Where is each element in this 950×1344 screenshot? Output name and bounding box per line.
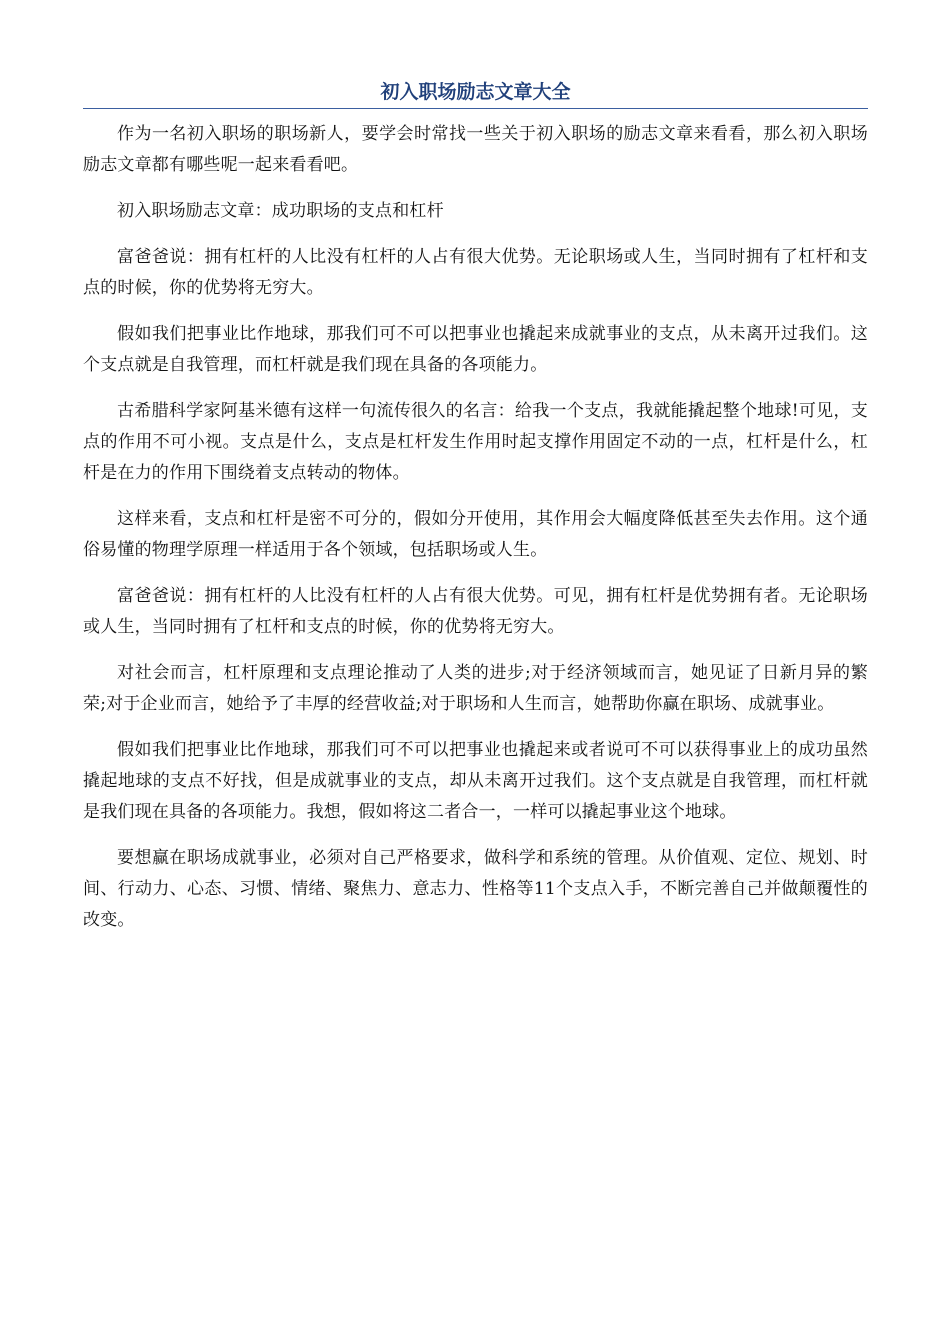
paragraph: 要想赢在职场成就事业，必须对自己严格要求，做科学和系统的管理。从价值观、定位、规划、时间、行动力、心态、习惯、情绪、聚焦力、意志力、性格等11个支点入手，不断完善自己并做颠覆性的改变。: [83, 848, 868, 930]
document-title: 初入职场励志文章大全: [380, 81, 571, 103]
paragraph: 这样来看，支点和杠杆是密不可分的，假如分开使用，其作用会大幅度降低甚至失去作用。这个通俗易懂的物理学原理一样适用于各个领域，包括职场或人生。: [83, 509, 868, 560]
paragraph: 富爸爸说：拥有杠杆的人比没有杠杆的人占有很大优势。无论职场或人生，当同时拥有了杠杆和支点的时候，你的优势将无穷大。: [83, 247, 868, 298]
paragraph: 富爸爸说：拥有杠杆的人比没有杠杆的人占有很大优势。可见，拥有杠杆是优势拥有者。无论职场或人生，当同时拥有了杠杆和支点的时候，你的优势将无穷大。: [83, 586, 868, 637]
document-page: [83, 78, 868, 951]
paragraph: 对社会而言，杠杆原理和支点理论推动了人类的进步;对于经济领域而言，她见证了日新月异的繁荣;对于企业而言，她给予了丰厚的经营收益;对于职场和人生而言，她帮助你赢在职场、成就事业。: [83, 663, 868, 714]
title-underline: [83, 108, 868, 109]
paragraph: 假如我们把事业比作地球，那我们可不可以把事业也撬起来或者说可不可以获得事业上的成功虽然撬起地球的支点不好找，但是成就事业的支点，却从未离开过我们。这个支点就是自我管理，而杠杆就是我们现在具备的各项能力。我想，假如将这二者合一，一样可以撬起事业这个地球。: [83, 740, 868, 822]
paragraph: 假如我们把事业比作地球，那我们可不可以把事业也撬起来成就事业的支点，从未离开过我们。这个支点就是自我管理，而杠杆就是我们现在具备的各项能力。: [83, 324, 868, 375]
paragraph: 古希腊科学家阿基米德有这样一句流传很久的名言：给我一个支点，我就能撬起整个地球!可见，支点的作用不可小视。支点是什么，支点是杠杆发生作用时起支撑作用固定不动的一点，杠杆是什么，杠杆是在力的作用下围绕着支点转动的物体。: [83, 401, 868, 483]
paragraph-subtitle: 初入职场励志文章：成功职场的支点和杠杆: [117, 201, 444, 221]
paragraph-intro: 作为一名初入职场的职场新人，要学会时常找一些关于初入职场的励志文章来看看，那么初入职场励志文章都有哪些呢一起来看看吧。: [83, 124, 868, 175]
